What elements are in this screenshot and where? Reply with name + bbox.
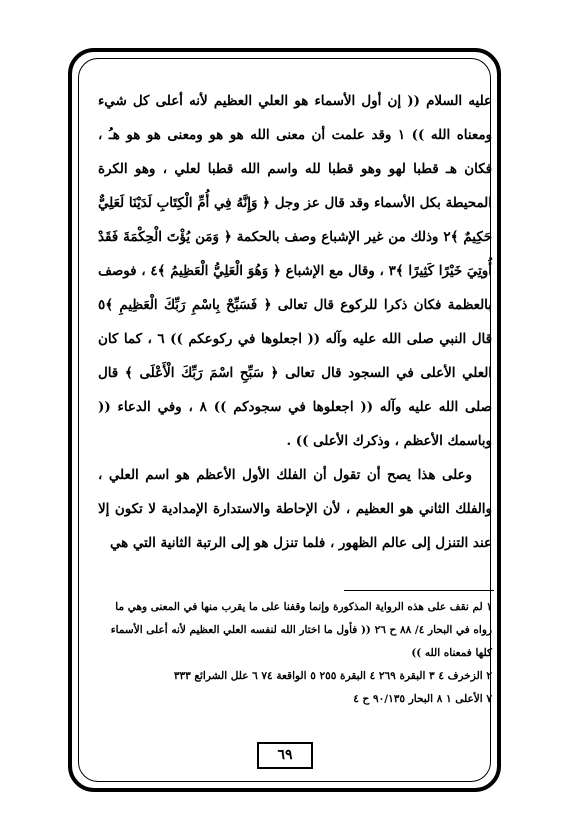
footnote-separator [344, 590, 494, 591]
footnotes [98, 596, 492, 711]
page-number: ٦٩ [257, 742, 313, 769]
footnote-3: ٧ الأعلى ١ ٨ البحار ٩٠/١٣٥ ح ٤ [353, 693, 492, 705]
paragraph-1: عليه السلام (( إن أول الأسماء هو العلي العظيم لأنه أعلى كل شيء ومعناه الله )) ١ وقد علمت أن معنى الله هو هو ومعنى هو هو هـُ ، فكان هـ قطبا لهو وهو قطبا لله واسم الله قطبا لعلي ، وهو الكرة المحيطة بكل الأسماء وقد قال عز وجل ﴿ وَإِنَّهُ فِي أُمِّ الْكِتَابِ لَدَيْنَا لَعَلِيٌّ حَكِيمٌ ﴾٢ وذلك من غير الإشباع وصف بالحكمة ﴿ وَمَن يُؤْتَ الْحِكْمَةَ فَقَدْ أُوتِيَ خَيْرًا كَثِيرًا ﴾٣ ، وقال مع الإشباع ﴿ وَهُوَ الْعَلِيُّ الْعَظِيمُ ﴾٤ ، فوصف بالعظمة فكان ذكرا للركوع قال تعالى ﴿ فَسَبِّحْ بِاسْمِ رَبِّكَ الْعَظِيمِ ﴾٥ قال النبي صلى الله عليه وآله (( اجعلوها في ركوعكم )) ٦ ، كما كان العلي الأعلى في السجود قال تعالى ﴿ سَبِّحِ اسْمَ رَبِّكَ الْأَعْلَى ﴾ قال صلى الله عليه وآله (( اجعلوها في سجودكم )) ٨ ، وفي الدعاء (( وباسمك الأعظم ، وذكرك الأعلى )) . [98, 93, 493, 449]
footnote-2: ٢ الزخرف ٤ ٣ البقرة ٢٦٩ ٤ البقرة ٢٥٥ ٥ الواقعة ٧٤ ٦ علل الشرائع ٣٣٣ [173, 670, 492, 682]
main-text [98, 84, 492, 560]
paragraph-2: وعلى هذا يصح أن تقول أن الفلك الأول الأعظم هو اسم العلي ، والفلك الثاني هو العظيم ، لأن الإحاطة والاستدارة الإمدادية لا تكون إلا عند التنزل إلى عالم الظهور ، فلما تنزل هو إلى الرتبة الثانية التي هي [98, 467, 492, 551]
footnote-1: ١ لم نقف على هذه الرواية المذكورة وإنما وقفنا على ما يقرب منها في المعنى وهي ما رواه في البحار ٤/ ٨٨ ح ٢٦ (( فأول ما اختار الله لنفسه العلي العظيم لأنه أعلى الأسماء كلها فمعناه الله )) [110, 601, 492, 659]
